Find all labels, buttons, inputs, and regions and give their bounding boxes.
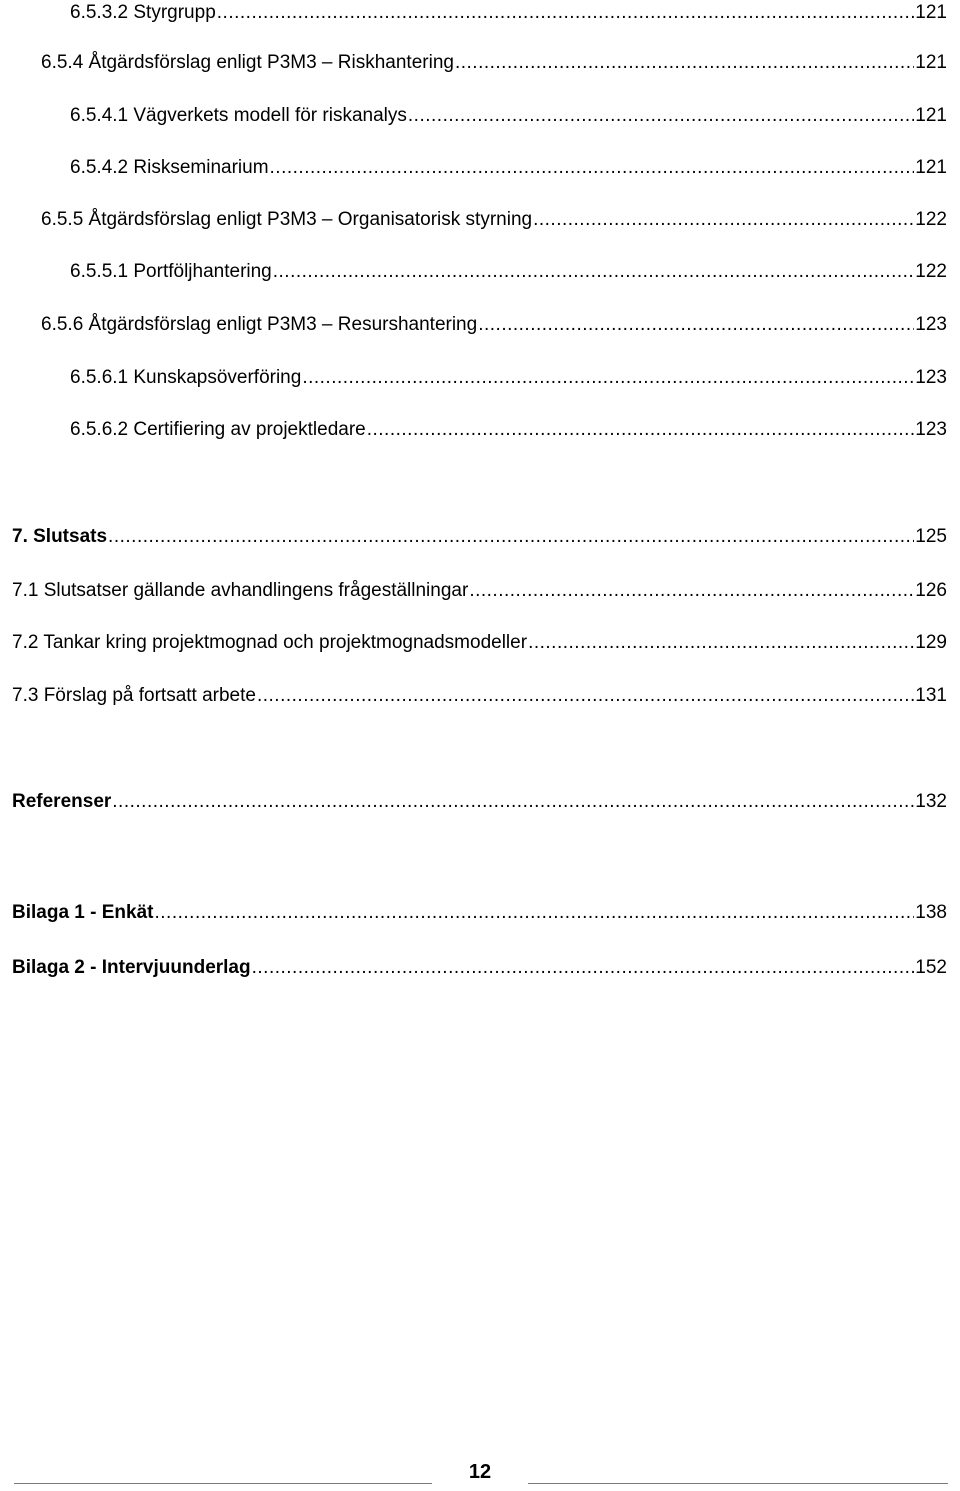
toc-entry-page: 121 xyxy=(915,105,947,126)
dot-leader xyxy=(478,311,914,339)
toc-entry[interactable] xyxy=(12,682,947,710)
page-footer xyxy=(0,1455,960,1491)
toc-entry-chapter[interactable] xyxy=(12,788,947,816)
toc-entry-page: 122 xyxy=(915,261,947,282)
dot-leader xyxy=(533,206,914,234)
toc-entry-page: 152 xyxy=(915,957,947,978)
footer-rule-right xyxy=(528,1483,948,1484)
toc-entry-text: 7.3 Förslag på fortsatt arbete xyxy=(12,685,256,706)
dot-leader xyxy=(408,102,914,130)
toc-entry-text: 6.5.6.2 Certifiering av projektledare xyxy=(70,419,366,440)
toc-entry-page: 129 xyxy=(915,632,947,653)
toc-entry-page: 132 xyxy=(915,791,947,812)
toc-entry-page: 122 xyxy=(915,209,947,230)
toc-entry-text: 6.5.4 Åtgärdsförslag enligt P3M3 – Riskhantering xyxy=(41,52,454,73)
toc-entry-page: 123 xyxy=(915,419,947,440)
toc-entry[interactable] xyxy=(70,258,947,286)
page-number: 12 xyxy=(468,1461,492,1483)
dot-leader xyxy=(273,258,915,286)
toc-entry-chapter[interactable] xyxy=(12,899,947,927)
toc-entry[interactable] xyxy=(70,416,947,444)
toc-entry-text: 6.5.4.1 Vägverkets modell för riskanalys xyxy=(70,105,407,126)
dot-leader xyxy=(270,154,915,182)
toc-entry[interactable] xyxy=(41,206,947,234)
dot-leader xyxy=(455,49,914,77)
dot-leader xyxy=(252,954,915,982)
dot-leader xyxy=(528,629,914,657)
toc-entry[interactable] xyxy=(70,0,947,27)
toc-entry-page: 121 xyxy=(915,157,947,178)
toc-entry-text: Bilaga 2 - Intervjuunderlag xyxy=(12,957,251,978)
toc-entry[interactable] xyxy=(70,102,947,130)
dot-leader xyxy=(302,364,914,392)
toc-entry[interactable] xyxy=(41,311,947,339)
dot-leader xyxy=(469,577,914,605)
toc-entry-page: 125 xyxy=(915,526,947,547)
toc-entry-text: 6.5.3.2 Styrgrupp xyxy=(70,2,216,23)
footer-rule-left xyxy=(14,1483,432,1484)
toc-entry-page: 138 xyxy=(915,902,947,923)
toc-entry[interactable] xyxy=(12,629,947,657)
toc-entry-text: Referenser xyxy=(12,791,112,812)
toc-entry[interactable] xyxy=(70,154,947,182)
dot-leader xyxy=(257,682,914,710)
toc-entry[interactable] xyxy=(12,577,947,605)
toc-entry-page: 123 xyxy=(915,367,947,388)
toc-entry-text: 7. Slutsats xyxy=(12,526,108,547)
toc-entry-text: 6.5.6.1 Kunskapsöverföring xyxy=(70,367,302,388)
toc-entry-text: 6.5.6 Åtgärdsförslag enligt P3M3 – Resurshantering xyxy=(41,314,478,335)
toc-entry-chapter[interactable] xyxy=(12,523,947,551)
toc-entry-page: 121 xyxy=(915,2,947,23)
dot-leader xyxy=(108,523,914,551)
toc-entry-page: 123 xyxy=(915,314,947,335)
toc-entry-page: 126 xyxy=(915,580,947,601)
toc-entry-page: 131 xyxy=(915,685,947,706)
toc-entry[interactable] xyxy=(70,364,947,392)
dot-leader xyxy=(367,416,915,444)
toc-entry-text: 6.5.5 Åtgärdsförslag enligt P3M3 – Organisatorisk styrning xyxy=(41,209,533,230)
toc-entry-text: 7.1 Slutsatser gällande avhandlingens frågeställningar xyxy=(12,580,469,601)
toc-entry-chapter[interactable] xyxy=(12,954,947,982)
toc-entry-text: 6.5.5.1 Portföljhantering xyxy=(70,261,272,282)
toc-entry[interactable] xyxy=(41,49,947,77)
toc-entry-text: Bilaga 1 - Enkät xyxy=(12,902,154,923)
dot-leader xyxy=(217,0,915,27)
toc-entry-page: 121 xyxy=(915,52,947,73)
dot-leader xyxy=(112,788,914,816)
toc-entry-text: 6.5.4.2 Riskseminarium xyxy=(70,157,269,178)
toc-entry-text: 7.2 Tankar kring projektmognad och projektmognadsmodeller xyxy=(12,632,528,653)
dot-leader xyxy=(155,899,915,927)
